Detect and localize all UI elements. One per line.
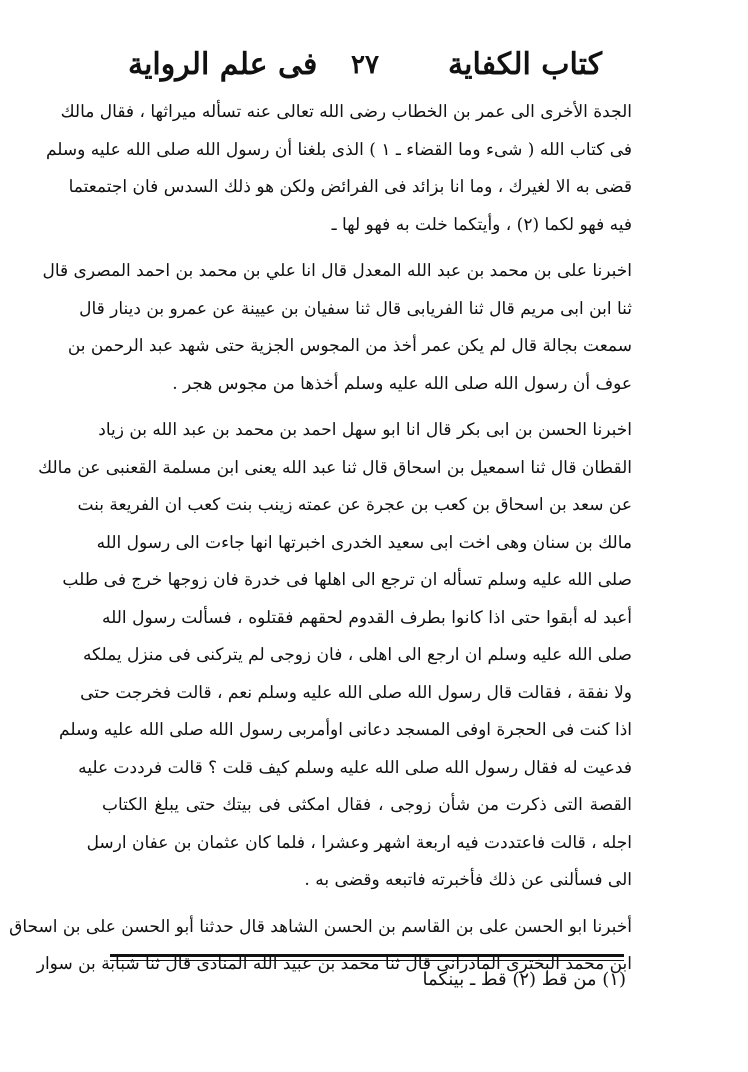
- text-line: صلى الله عليه وسلم تسأله ان ترجع الى اهلها فى خدرة فان زوجها خرج فى طلب: [62, 570, 632, 590]
- footnote-divider: [110, 954, 624, 957]
- text-line: اجله ، قالت فاعتددت فيه اربعة اشهر وعشرا ، فلما كان عثمان بن عفان ارسل: [86, 832, 632, 853]
- text-line: سمعت بجالة قال لم يكن عمر أخذ من المجوس الجزية حتى شهد عبد الرحمن بن: [67, 336, 632, 356]
- text-line: فى كتاب الله ( شىء وما القضاء ـ ١ ) الذى بلغنا أن رسول الله صلى الله عليه وسلم: [45, 139, 632, 160]
- page-number: ٢٧: [351, 50, 379, 80]
- text-line: ابن محمد البخترى المادرانى قال ثنا محمد بن عبيد الله المنادى قال ثنا شبابة بن سوار: [36, 954, 632, 974]
- text-line: فيه فهو لكما (٢) ، وأيتكما خلت به فهو لها ـ: [331, 214, 632, 235]
- text-line: اذا كنت فى الحجرة اوفى المسجد دعانى اوأمربى رسول الله صلى الله عليه وسلم: [59, 720, 632, 740]
- text-line: الى فسألنى عن ذلك فأخبرته فاتبعه وقضى به .: [304, 870, 632, 890]
- text-line: اخبرنا على بن محمد بن عبد الله المعدل قال انا علي بن محمد بن احمد المصرى قال: [42, 261, 632, 281]
- text-line: القطان قال ثنا اسمعيل بن اسحاق قال ثنا عبد الله يعنى ابن مسلمة القعنبى عن مالك: [38, 457, 632, 478]
- text-line: ولا نفقة ، فقالت قال رسول الله صلى الله عليه وسلم نعم ، قالت فخرجت حتى: [80, 682, 632, 703]
- text-line: قضى به الا لغيرك ، وما انا بزائد فى الفرائض ولكن هو ذلك السدس فان اجتمعتما: [68, 177, 632, 197]
- text-line: القصة التى ذكرت من شأن زوجى ، فقال امكثى فى بيتك حتى يبلغ الكتاب: [102, 795, 632, 815]
- paragraph: [45, 94, 632, 244]
- text-line: عن سعد بن اسحاق بن كعب بن عجرة عن عمته زينب بنت كعب ان الفريعة بنت: [77, 495, 632, 515]
- text-line: عوف أن رسول الله صلى الله عليه وسلم أخذها من مجوس هجر .: [172, 373, 632, 394]
- text-line: اخبرنا الحسن بن ابى بكر قال انا ابو سهل احمد بن محمد بن عبد الله بن زياد: [98, 420, 632, 440]
- text-line: مالك بن سنان وهى اخت ابى سعيد الخدرى اخبرتها انها جاءت الى رسول الله: [96, 532, 632, 553]
- text-line: صلى الله عليه وسلم ان ارجع الى اهلى ، فان زوجى لم يتركنى فى منزل يملكه: [82, 645, 632, 665]
- text-line: فدعيت له فقال رسول الله صلى الله عليه وسلم كيف قلت ؟ قالت فرددت عليه: [78, 757, 632, 778]
- text-line: الجدة الأخرى الى عمر بن الخطاب رضى الله تعالى عنه تسأله ميراثها ، فقال مالك: [60, 102, 632, 122]
- footnote: (١) من قط (٢) قط ـ بينكما: [422, 969, 626, 990]
- text-line: أعبد له أبقوا حتى اذا كانوا بطرف القدوم لحقهم فقتلوه ، فسألت رسول الله: [102, 607, 632, 628]
- paragraph: [42, 253, 632, 403]
- paragraph: [38, 412, 632, 900]
- book-title: كتاب الكفاية: [448, 47, 602, 82]
- section-title: فى علم الرواية: [128, 47, 318, 82]
- page-header: [128, 40, 602, 90]
- text-line: ثنا ابن ابى مريم قال ثنا الفريابى قال ثنا سفيان بن عيينة عن عمرو بن دينار قال: [79, 298, 632, 319]
- text-line: أخبرنا ابو الحسن على بن القاسم بن الحسن الشاهد قال حدثنا أبو الحسن على بن اسحاق: [9, 916, 632, 937]
- footnote-divider-thin: [110, 960, 624, 961]
- main-text: [9, 94, 632, 984]
